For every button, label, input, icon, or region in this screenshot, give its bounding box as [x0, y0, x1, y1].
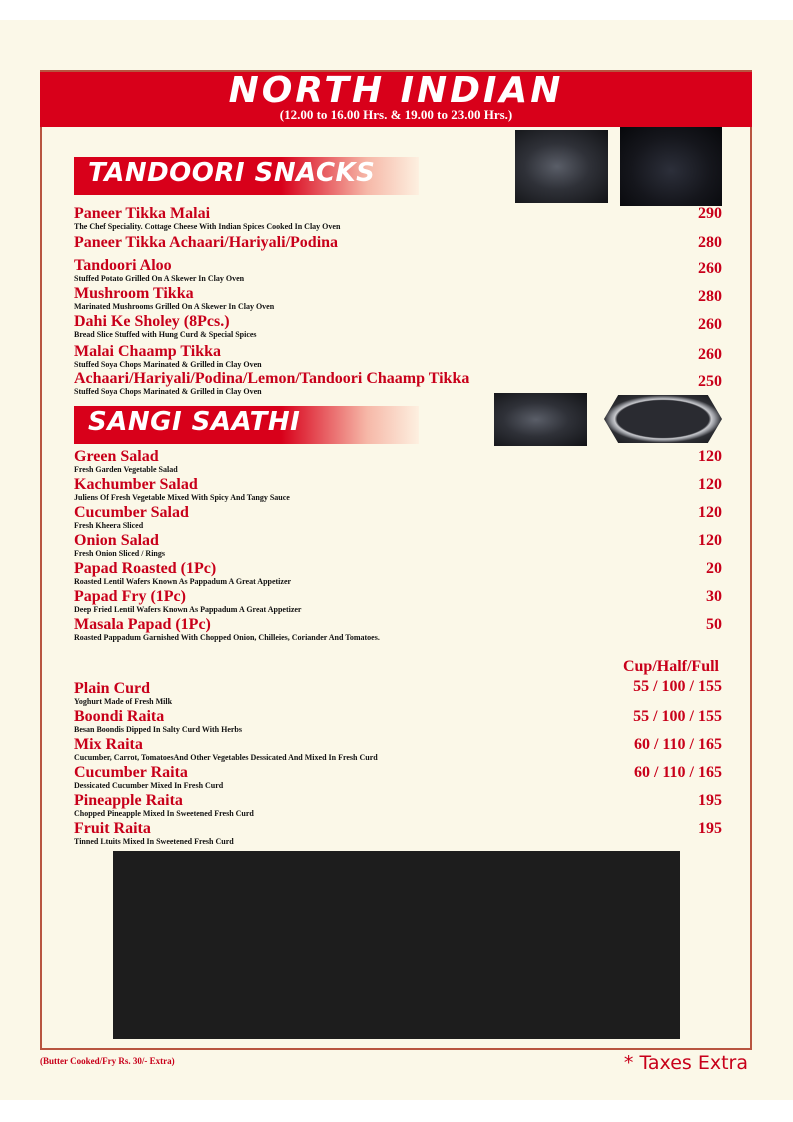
item-price: 60 / 110 / 165	[633, 736, 722, 753]
item-name: Plain Curd	[74, 680, 151, 697]
menu-item	[74, 205, 722, 231]
item-name: Paneer Tikka Malai	[74, 205, 211, 222]
item-name: Papad Fry (1Pc)	[74, 588, 186, 605]
item-description: Dessicated Cucumber Mixed In Fresh Curd	[74, 781, 224, 790]
menu-item	[74, 588, 722, 614]
item-name: Pineapple Raita	[74, 792, 183, 809]
menu-item	[74, 532, 722, 558]
item-description: Bread Slice Stuffed with Hung Curd & Special Spices	[74, 330, 257, 339]
item-price: 260	[698, 260, 722, 277]
item-price: 260	[698, 316, 722, 333]
item-description: Deep Fried Lentil Wafers Known As Pappadum A Great Appetizer	[74, 605, 302, 614]
item-price: 20	[706, 560, 722, 577]
item-price: 120	[698, 504, 722, 521]
tandoori-dish-photo-2	[620, 127, 722, 206]
menu-item	[74, 257, 722, 283]
item-name: Cucumber Salad	[74, 504, 189, 521]
item-description: Fresh Onion Sliced / Rings	[74, 549, 165, 558]
item-price: 55 / 100 / 155	[633, 708, 722, 725]
item-description: Yoghurt Made of Fresh Milk	[74, 697, 173, 706]
salad-dish-photo-1	[494, 393, 587, 446]
item-name: Achaari/Hariyali/Podina/Lemon/Tandoori Chaamp Tikka	[74, 370, 470, 387]
item-description: Besan Boondis Dipped In Salty Curd With Herbs	[74, 725, 242, 734]
menu-item	[74, 448, 722, 474]
item-name: Fruit Raita	[74, 820, 151, 837]
menu-item	[74, 792, 722, 818]
item-price: 30	[706, 588, 722, 605]
menu-item	[74, 764, 722, 790]
menu-item	[74, 234, 722, 251]
service-hours: (12.00 to 16.00 Hrs. & 19.00 to 23.00 Hrs.)	[279, 107, 513, 122]
item-description: Chopped Pineapple Mixed In Sweetened Fresh Curd	[74, 809, 254, 818]
redacted-image-area	[113, 851, 680, 1039]
item-price: 280	[698, 234, 722, 251]
item-price: 120	[698, 532, 722, 549]
salad-dish-photo-2	[604, 395, 722, 443]
item-description: Stuffed Soya Chops Marinated & Grilled in Clay Oven	[74, 360, 262, 369]
menu-item	[74, 820, 722, 846]
item-name: Kachumber Salad	[74, 476, 198, 493]
item-price: 260	[698, 346, 722, 363]
section-title-sangi: SANGI SAATHI	[88, 407, 301, 437]
menu-item	[74, 370, 722, 396]
menu-item	[74, 708, 722, 734]
item-name: Masala Papad (1Pc)	[74, 616, 211, 633]
item-description: Marinated Mushrooms Grilled On A Skewer In Clay Oven	[74, 302, 275, 311]
item-description: Roasted Pappadum Garnished With Chopped Onion, Chilleies, Coriander And Tomatoes.	[74, 633, 380, 642]
item-price: 280	[698, 288, 722, 305]
item-description: Roasted Lentil Wafers Known As Pappadum A Great Appetizer	[74, 577, 292, 586]
item-name: Paneer Tikka Achaari/Hariyali/Podina	[74, 234, 339, 251]
item-description: Juliens Of Fresh Vegetable Mixed With Spicy And Tangy Sauce	[74, 493, 290, 502]
menu-item	[74, 680, 722, 706]
menu-item	[74, 504, 722, 530]
menu-title: NORTH INDIAN	[228, 70, 564, 111]
item-name: Onion Salad	[74, 532, 159, 549]
price-column-header: Cup/Half/Full	[622, 658, 719, 675]
item-description: Stuffed Potato Grilled On A Skewer In Clay Oven	[74, 274, 245, 283]
item-description: Stuffed Soya Chops Marinated & Grilled in Clay Oven	[74, 387, 262, 396]
item-name: Tandoori Aloo	[74, 257, 172, 274]
section-banner-tandoori	[74, 157, 419, 195]
item-name: Papad Roasted (1Pc)	[74, 560, 217, 577]
menu-header	[40, 72, 752, 127]
item-price: 60 / 110 / 165	[633, 764, 722, 781]
item-name: Cucumber Raita	[74, 764, 188, 781]
menu-item	[74, 560, 722, 586]
menu-item	[74, 616, 722, 642]
item-name: Dahi Ke Sholey (8Pcs.)	[74, 313, 230, 330]
menu-item	[74, 313, 722, 339]
item-price: 250	[698, 373, 722, 390]
item-description: Tinned Ltuits Mixed In Sweetened Fresh Curd	[74, 837, 234, 846]
item-name: Mushroom Tikka	[74, 285, 194, 302]
menu-item	[74, 285, 722, 311]
item-price: 55 / 100 / 155	[633, 678, 722, 695]
item-price: 50	[706, 616, 722, 633]
menu-item	[74, 476, 722, 502]
item-description: Fresh Kheera Sliced	[74, 521, 144, 530]
item-name: Boondi Raita	[74, 708, 165, 725]
tandoori-dish-photo-1	[515, 130, 608, 203]
item-name: Mix Raita	[74, 736, 143, 753]
item-description: Cucumber, Carrot, TomatoesAnd Other Vegetables Dessicated And Mixed In Fresh Curd	[74, 753, 378, 762]
item-name: Green Salad	[74, 448, 159, 465]
item-price: 195	[698, 792, 722, 809]
menu-item	[74, 343, 722, 369]
item-description: Fresh Garden Vegetable Salad	[74, 465, 178, 474]
item-price: 195	[698, 820, 722, 837]
item-name: Malai Chaamp Tikka	[74, 343, 222, 360]
section-banner-sangi	[74, 406, 419, 444]
item-price: 120	[698, 476, 722, 493]
butter-note: (Butter Cooked/Fry Rs. 30/- Extra)	[40, 1056, 175, 1066]
item-description: The Chef Speciality. Cottage Cheese With Indian Spices Cooked In Clay Oven	[74, 222, 341, 231]
menu-item	[74, 736, 722, 762]
item-price: 120	[698, 448, 722, 465]
section-title-tandoori: TANDOORI SNACKS	[88, 158, 376, 188]
item-price: 290	[698, 205, 722, 222]
taxes-note: * Taxes Extra	[623, 1052, 748, 1074]
